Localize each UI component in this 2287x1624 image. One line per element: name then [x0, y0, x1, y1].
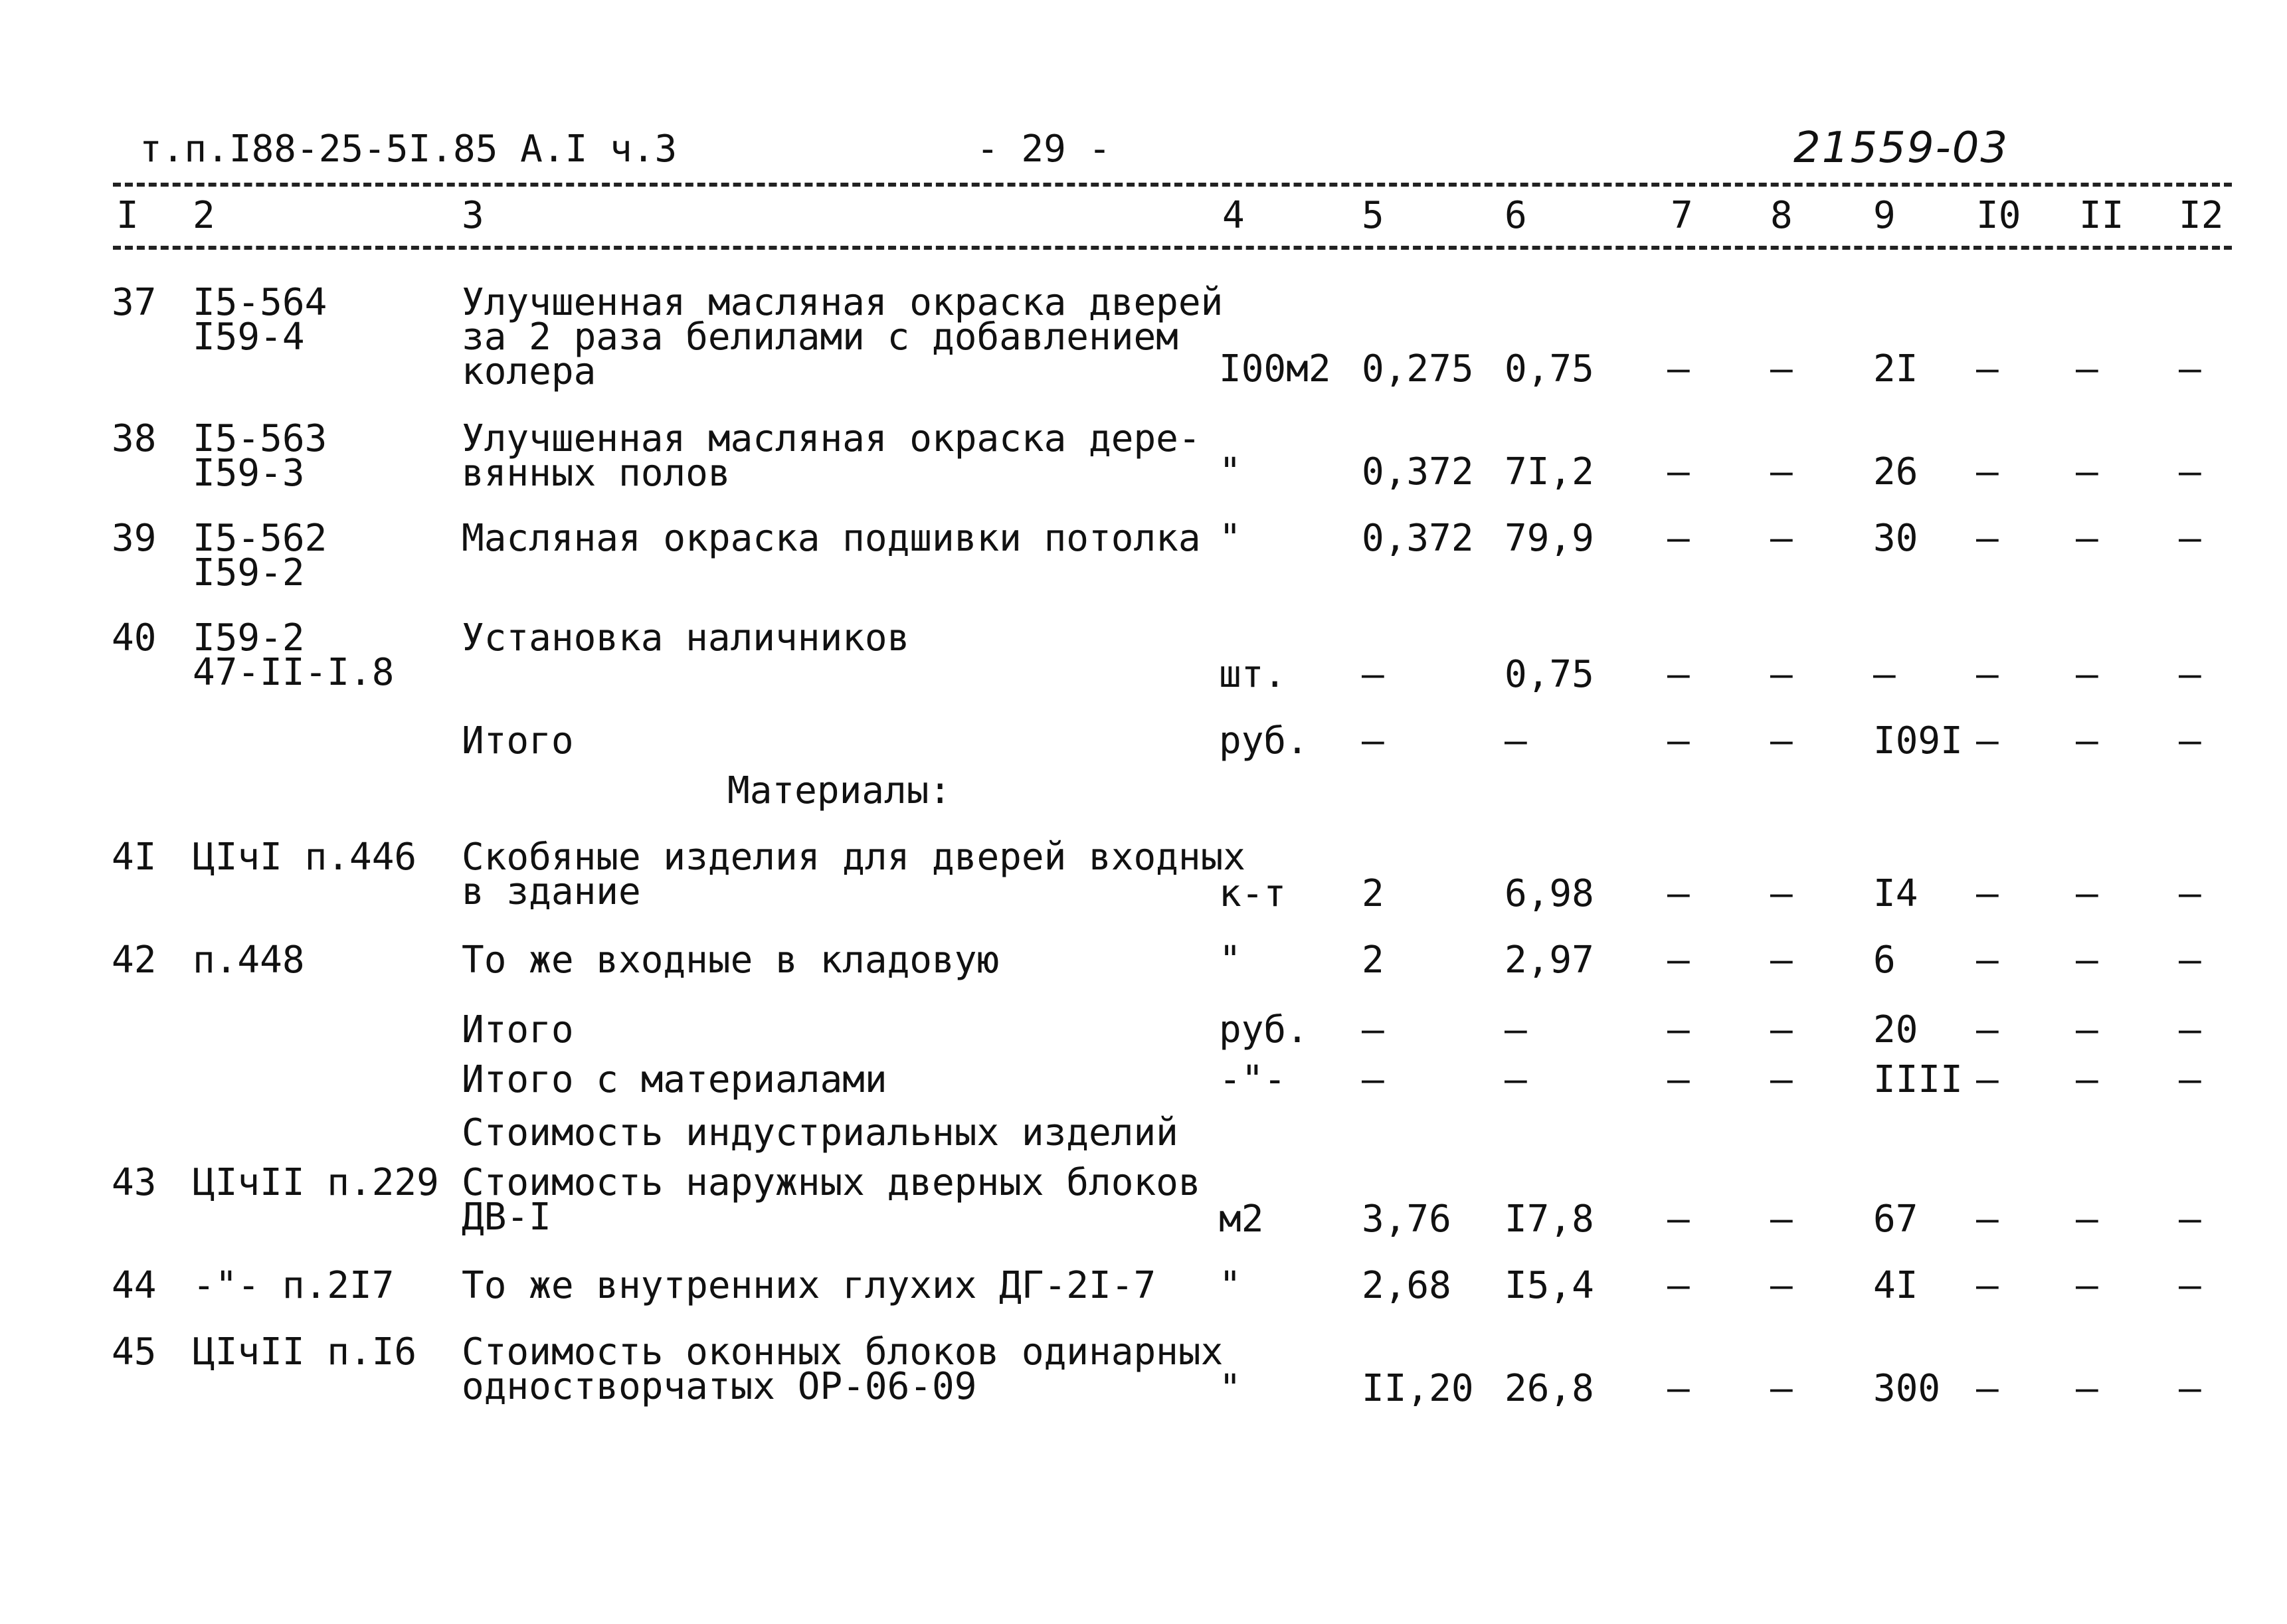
col-11-value: – [2076, 719, 2098, 763]
col-10-value: – [1976, 1198, 1999, 1241]
header-top-rule [113, 183, 2232, 187]
unit: шт. [1219, 653, 1287, 696]
unit-price: 0,75 [1505, 653, 1594, 696]
unit: " [1219, 450, 1241, 494]
norm-code: I59-2 47-II-I.8 [193, 616, 395, 694]
total-cost: 30 [1873, 517, 1918, 560]
section-title-materials: Материалы: [727, 769, 952, 812]
total-cost: 2I [1873, 347, 1918, 391]
col-8-value: – [1770, 872, 1793, 915]
col-12-value: – [2179, 653, 2201, 696]
document-reference: т.п.I88-25-5I.85 А.I ч.3 [139, 128, 678, 171]
col-11-value: – [2076, 872, 2098, 915]
unit-price: I7,8 [1505, 1198, 1594, 1241]
col-10-value: – [1976, 1058, 1999, 1101]
col-11-value: – [2076, 1058, 2098, 1101]
work-description: Итого [462, 1008, 574, 1051]
norm-code: ЦIчI п.446 [193, 836, 417, 879]
quantity: – [1362, 1058, 1384, 1101]
unit: руб. [1219, 719, 1309, 763]
col-7-value: – [1667, 872, 1690, 915]
col-12-value: – [2179, 1008, 2201, 1051]
col-7-value: – [1667, 719, 1690, 763]
work-description: То же внутренних глухих ДГ-2I-7 [462, 1264, 1156, 1307]
unit-price: – [1505, 1008, 1527, 1051]
row-number: 38 [112, 417, 157, 460]
column-header-7: 7 [1671, 194, 1693, 237]
unit: -"- [1219, 1058, 1287, 1101]
norm-code: п.448 [193, 939, 305, 982]
work-description: Стоимость индустриальных изделий [462, 1111, 1178, 1154]
column-header-6: 6 [1505, 194, 1527, 237]
col-8-value: – [1770, 939, 1793, 982]
norm-code: -"- п.2I7 [193, 1264, 395, 1307]
column-header-4: 4 [1222, 194, 1245, 237]
column-header-12: I2 [2179, 194, 2224, 237]
total-cost: 26 [1873, 450, 1918, 494]
unit-price: 0,75 [1505, 347, 1594, 391]
col-8-value: – [1770, 1264, 1793, 1307]
column-header-2: 2 [193, 194, 215, 237]
col-7-value: – [1667, 1264, 1690, 1307]
quantity: 2 [1362, 872, 1384, 915]
col-11-value: – [2076, 1367, 2098, 1410]
work-description: Скобяные изделия для дверей входных в здание [462, 836, 1246, 913]
total-cost: IIII [1873, 1058, 1963, 1101]
row-number: 45 [112, 1330, 157, 1374]
col-8-value: – [1770, 347, 1793, 391]
col-11-value: – [2076, 517, 2098, 560]
header-bottom-rule [113, 246, 2232, 250]
total-cost: I09I [1873, 719, 1963, 763]
quantity: II,20 [1362, 1367, 1474, 1410]
quantity: 2,68 [1362, 1264, 1451, 1307]
col-11-value: – [2076, 1008, 2098, 1051]
col-10-value: – [1976, 653, 1999, 696]
row-number: 44 [112, 1264, 157, 1307]
unit: м2 [1219, 1198, 1264, 1241]
work-description: Улучшенная масляная окраска дверей за 2 раза белилами с добавлением колера [462, 281, 1224, 393]
norm-code: I5-563 I59-3 [193, 417, 327, 495]
col-8-value: – [1770, 1058, 1793, 1101]
column-header-9: 9 [1873, 194, 1896, 237]
work-description: Итого [462, 719, 574, 763]
row-number: 37 [112, 281, 157, 324]
work-description: Масляная окраска подшивки потолка [462, 517, 1201, 560]
col-10-value: – [1976, 872, 1999, 915]
column-header-3: 3 [462, 194, 484, 237]
handwritten-stamp-number: 21559-03 [1793, 124, 2009, 173]
total-cost: 67 [1873, 1198, 1918, 1241]
unit: I00м2 [1219, 347, 1331, 391]
col-11-value: – [2076, 939, 2098, 982]
col-7-value: – [1667, 517, 1690, 560]
work-description: Установка наличников [462, 616, 910, 660]
work-description: То же входные в кладовую [462, 939, 1000, 982]
col-10-value: – [1976, 450, 1999, 494]
row-number: 40 [112, 616, 157, 660]
col-12-value: – [2179, 450, 2201, 494]
total-cost: 20 [1873, 1008, 1918, 1051]
unit-price: I5,4 [1505, 1264, 1594, 1307]
work-description: Стоимость оконных блоков одинарных одностворчатых ОР-06-09 [462, 1330, 1224, 1408]
unit-price: 26,8 [1505, 1367, 1594, 1410]
work-description: Итого с материалами [462, 1058, 887, 1101]
work-description: Стоимость наружных дверных блоков ДВ-I [462, 1161, 1201, 1239]
row-number: 42 [112, 939, 157, 982]
quantity: – [1362, 653, 1384, 696]
col-7-value: – [1667, 1198, 1690, 1241]
unit-price: – [1505, 719, 1527, 763]
col-7-value: – [1667, 347, 1690, 391]
col-10-value: – [1976, 1264, 1999, 1307]
col-8-value: – [1770, 450, 1793, 494]
column-header-8: 8 [1770, 194, 1793, 237]
col-10-value: – [1976, 1008, 1999, 1051]
col-10-value: – [1976, 347, 1999, 391]
col-11-value: – [2076, 450, 2098, 494]
norm-code: I5-562 I59-2 [193, 517, 327, 594]
total-cost: I4 [1873, 872, 1918, 915]
col-7-value: – [1667, 1058, 1690, 1101]
col-8-value: – [1770, 1367, 1793, 1410]
col-12-value: – [2179, 1198, 2201, 1241]
col-7-value: – [1667, 1008, 1690, 1051]
col-8-value: – [1770, 517, 1793, 560]
total-cost: 4I [1873, 1264, 1918, 1307]
col-8-value: – [1770, 1198, 1793, 1241]
total-cost: 6 [1873, 939, 1896, 982]
quantity: 3,76 [1362, 1198, 1451, 1241]
unit: " [1219, 939, 1241, 982]
quantity: 0,372 [1362, 517, 1474, 560]
col-12-value: – [2179, 347, 2201, 391]
quantity: – [1362, 1008, 1384, 1051]
col-12-value: – [2179, 872, 2201, 915]
unit: к-т [1219, 872, 1287, 915]
col-10-value: – [1976, 719, 1999, 763]
page-number: - 29 - [976, 128, 1111, 171]
column-header-11: II [2079, 194, 2124, 237]
col-10-value: – [1976, 517, 1999, 560]
col-11-value: – [2076, 653, 2098, 696]
quantity: 0,372 [1362, 450, 1474, 494]
col-11-value: – [2076, 1264, 2098, 1307]
unit: руб. [1219, 1008, 1309, 1051]
col-8-value: – [1770, 719, 1793, 763]
total-cost: – [1873, 653, 1896, 696]
col-7-value: – [1667, 939, 1690, 982]
total-cost: 300 [1873, 1367, 1941, 1410]
col-11-value: – [2076, 1198, 2098, 1241]
col-12-value: – [2179, 1264, 2201, 1307]
column-header-10: I0 [1976, 194, 2021, 237]
norm-code: ЦIчII п.229 [193, 1161, 439, 1204]
col-11-value: – [2076, 347, 2098, 391]
row-number: 39 [112, 517, 157, 560]
quantity: – [1362, 719, 1384, 763]
work-description: Улучшенная масляная окраска дере- вянных полов [462, 417, 1201, 495]
unit-price: 6,98 [1505, 872, 1594, 915]
col-12-value: – [2179, 1367, 2201, 1410]
col-12-value: – [2179, 939, 2201, 982]
norm-code: I5-564 I59-4 [193, 281, 327, 359]
row-number: 4I [112, 836, 157, 879]
col-7-value: – [1667, 1367, 1690, 1410]
col-12-value: – [2179, 1058, 2201, 1101]
unit: " [1219, 517, 1241, 560]
col-12-value: – [2179, 719, 2201, 763]
unit-price: – [1505, 1058, 1527, 1101]
unit-price: 7I,2 [1505, 450, 1594, 494]
row-number: 43 [112, 1161, 157, 1204]
col-10-value: – [1976, 1367, 1999, 1410]
unit: " [1219, 1264, 1241, 1307]
col-7-value: – [1667, 653, 1690, 696]
unit-price: 2,97 [1505, 939, 1594, 982]
unit-price: 79,9 [1505, 517, 1594, 560]
col-8-value: – [1770, 1008, 1793, 1051]
quantity: 2 [1362, 939, 1384, 982]
col-7-value: – [1667, 450, 1690, 494]
col-10-value: – [1976, 939, 1999, 982]
unit: " [1219, 1367, 1241, 1410]
col-12-value: – [2179, 517, 2201, 560]
column-header-5: 5 [1362, 194, 1384, 237]
quantity: 0,275 [1362, 347, 1474, 391]
norm-code: ЦIчII п.I6 [193, 1330, 417, 1374]
col-8-value: – [1770, 653, 1793, 696]
column-header-1: I [116, 194, 139, 237]
